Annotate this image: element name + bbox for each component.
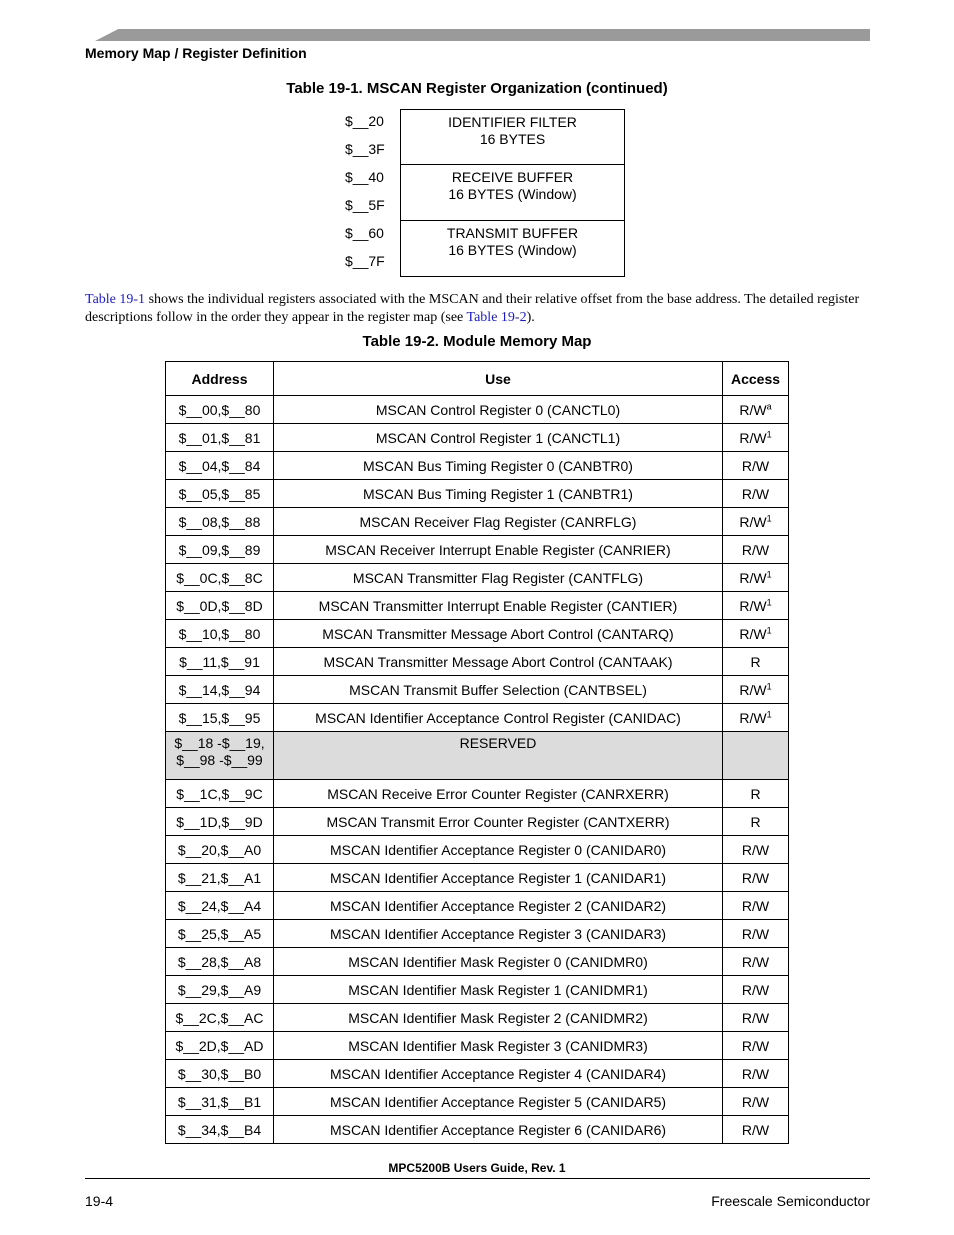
address-cell-text: $__24,$__A4: [177, 897, 262, 914]
use-cell: [274, 1116, 723, 1144]
access-cell: [723, 1032, 789, 1060]
address-cell: [166, 1032, 274, 1060]
table-19-2-link[interactable]: Table 19-2: [466, 310, 527, 325]
org-block-size: 16 BYTES (Window): [448, 242, 577, 258]
access-cell: [723, 676, 789, 704]
paragraph-text: shows the individual registers associated with the MSCAN and their relative offset from the base address. The detailed register descriptions follow in the order they appear in the register map (see: [85, 292, 860, 325]
address-cell-text: $__21,$__A1: [177, 869, 262, 886]
address-cell: [166, 508, 274, 536]
use-cell: [274, 424, 723, 452]
access-cell: [723, 864, 789, 892]
reserved-address-line1: $__18 -$__19,: [174, 735, 265, 751]
address-cell: [166, 780, 274, 808]
access-cell: [723, 592, 789, 620]
access-cell-text: R/W: [741, 1121, 770, 1138]
address-cell: [166, 948, 274, 976]
address-cell: [166, 1004, 274, 1032]
access-cell: [723, 892, 789, 920]
use-cell-text: MSCAN Identifier Acceptance Register 1 (CANIDAR1): [329, 869, 667, 886]
use-cell: [274, 920, 723, 948]
use-cell: [274, 1032, 723, 1060]
access-cell: [723, 396, 789, 424]
use-cell-text: MSCAN Control Register 0 (CANCTL0): [375, 401, 621, 418]
address-cell: [166, 864, 274, 892]
use-cell-text: MSCAN Identifier Acceptance Register 2 (CANIDAR2): [329, 897, 667, 914]
access-cell-text: R: [750, 785, 761, 802]
address-cell-text: $__34,$__B4: [177, 1121, 262, 1138]
address-cell: [166, 836, 274, 864]
address-cell: [166, 808, 274, 836]
use-cell: [274, 864, 723, 892]
table2-title: Table 19-2. Module Memory Map: [362, 333, 592, 350]
org-block-name: TRANSMIT BUFFER: [446, 225, 579, 241]
access-cell-text: R/W: [741, 1065, 770, 1082]
use-cell-text: MSCAN Identifier Acceptance Control Register (CANIDAC): [315, 709, 681, 726]
access-cell: [723, 780, 789, 808]
address-cell-text: $__01,$__81: [178, 429, 261, 446]
footnote-marker: a: [766, 400, 772, 411]
address-cell: [166, 976, 274, 1004]
footnote-marker: 1: [766, 680, 772, 691]
table-row: [166, 452, 789, 480]
page-number: 19-4: [85, 1193, 114, 1209]
reserved-access: [723, 732, 789, 780]
use-cell-text: MSCAN Transmitter Interrupt Enable Register (CANTIER): [318, 597, 678, 614]
access-cell: [723, 564, 789, 592]
use-cell-text: MSCAN Receiver Flag Register (CANRFLG): [359, 513, 637, 530]
table-row: [166, 1032, 789, 1060]
org-address-end: $__7F: [345, 253, 385, 269]
address-cell-text: $__29,$__A9: [177, 981, 262, 998]
table1-title: Table 19-1. MSCAN Register Organization (continued): [286, 80, 668, 97]
use-cell-text: MSCAN Transmitter Flag Register (CANTFLG): [352, 569, 644, 586]
address-cell-text: $__11,$__91: [179, 653, 260, 670]
org-row: [290, 221, 627, 277]
access-cell: [723, 1088, 789, 1116]
address-cell: [166, 480, 274, 508]
use-cell: [274, 676, 723, 704]
header-bar: [95, 29, 870, 41]
table-row: [166, 836, 789, 864]
address-cell-text: $__10,$__80: [178, 625, 261, 642]
table-body-continued: [166, 780, 789, 1144]
table-row: [166, 1004, 789, 1032]
table-row: [166, 1116, 789, 1144]
address-cell: [166, 676, 274, 704]
address-cell: [166, 424, 274, 452]
org-address-end: $__5F: [345, 197, 385, 213]
table-row: [166, 704, 789, 732]
org-address-start: $__20: [345, 113, 384, 129]
use-cell: [274, 480, 723, 508]
table-row: [166, 1060, 789, 1088]
footer-divider: [85, 1178, 870, 1179]
paragraph-text-end: ).: [526, 310, 535, 325]
access-cell-text: R/W: [739, 597, 767, 614]
use-cell: [274, 892, 723, 920]
address-cell-text: $__30,$__B0: [177, 1065, 262, 1082]
access-cell-text: R/W: [739, 513, 767, 530]
access-cell-text: R: [750, 653, 761, 670]
footnote-marker: 1: [766, 512, 772, 523]
use-cell-text: MSCAN Identifier Acceptance Register 6 (CANIDAR6): [329, 1121, 667, 1138]
table-header-row: [166, 362, 789, 396]
access-cell-text: R/W: [741, 1009, 770, 1026]
address-cell: [166, 892, 274, 920]
address-cell-text: $__1D,$__9D: [176, 813, 263, 830]
table-body: [166, 396, 789, 732]
address-cell-text: $__00,$__80: [178, 401, 261, 418]
use-cell-text: MSCAN Receive Error Counter Register (CANRXERR): [327, 785, 669, 802]
address-cell-text: $__0D,$__8D: [176, 597, 263, 614]
access-cell: [723, 948, 789, 976]
access-cell-text: R/W: [739, 625, 767, 642]
org-row: [290, 109, 627, 165]
use-cell-text: MSCAN Transmitter Message Abort Control (CANTARQ): [322, 625, 674, 642]
use-cell: [274, 836, 723, 864]
use-cell: [274, 648, 723, 676]
use-cell-text: MSCAN Identifier Acceptance Register 3 (CANIDAR3): [329, 925, 667, 942]
use-cell: [274, 564, 723, 592]
address-cell: [166, 564, 274, 592]
address-cell-text: $__04,$__84: [178, 457, 261, 474]
table-row: [166, 864, 789, 892]
org-block-size: 16 BYTES (Window): [448, 186, 577, 202]
address-cell-text: $__2D,$__AD: [175, 1037, 264, 1054]
use-cell-text: MSCAN Transmit Buffer Selection (CANTBSEL): [349, 681, 647, 698]
access-cell-text: R/W: [739, 401, 767, 418]
use-cell: [274, 452, 723, 480]
table-19-1-link[interactable]: Table 19-1: [85, 292, 146, 307]
use-cell-text: MSCAN Identifier Mask Register 2 (CANIDMR2): [348, 1009, 648, 1026]
address-cell-text: $__05,$__85: [178, 485, 261, 502]
access-cell: [723, 480, 789, 508]
table-row: [166, 1088, 789, 1116]
access-cell: [723, 836, 789, 864]
address-cell-text: $__20,$__A0: [177, 841, 262, 858]
use-cell-text: MSCAN Identifier Acceptance Register 0 (CANIDAR0): [329, 841, 667, 858]
address-cell: [166, 536, 274, 564]
table-row: [166, 508, 789, 536]
use-cell-text: MSCAN Identifier Acceptance Register 5 (CANIDAR5): [329, 1093, 667, 1110]
access-cell: [723, 620, 789, 648]
address-cell-text: $__31,$__B1: [177, 1093, 262, 1110]
use-cell-text: MSCAN Bus Timing Register 0 (CANBTR0): [363, 457, 633, 474]
use-cell-text: MSCAN Identifier Mask Register 3 (CANIDMR3): [348, 1037, 648, 1054]
table-row: [166, 536, 789, 564]
footer-document-title: MPC5200B Users Guide, Rev. 1: [388, 1161, 566, 1175]
use-cell-text: MSCAN Control Register 1 (CANCTL1): [375, 429, 621, 446]
table-row: [166, 976, 789, 1004]
use-cell-text: MSCAN Transmitter Message Abort Control (CANTAAK): [323, 653, 673, 670]
table-row: [166, 948, 789, 976]
org-block: [400, 221, 625, 277]
access-cell-text: R/W: [741, 1037, 770, 1054]
access-cell: [723, 1060, 789, 1088]
use-cell: [274, 396, 723, 424]
footnote-marker: 1: [766, 428, 772, 439]
access-cell: [723, 508, 789, 536]
access-cell: [723, 920, 789, 948]
use-cell: [274, 620, 723, 648]
footnote-marker: 1: [766, 568, 772, 579]
use-cell: [274, 780, 723, 808]
footnote-marker: 1: [766, 708, 772, 719]
access-cell-text: R/W: [741, 457, 770, 474]
table-row: [166, 592, 789, 620]
address-cell-text: $__08,$__88: [178, 513, 261, 530]
access-cell-text: R/W: [741, 1093, 770, 1110]
module-memory-map-table: [165, 361, 789, 1144]
access-cell-text: R/W: [739, 569, 767, 586]
access-cell: [723, 808, 789, 836]
use-cell-text: MSCAN Identifier Mask Register 0 (CANIDMR0): [348, 953, 648, 970]
org-address-start: $__40: [345, 169, 384, 185]
access-cell: [723, 1116, 789, 1144]
address-cell-text: $__28,$__A8: [177, 953, 262, 970]
org-block: [400, 109, 625, 165]
access-cell: [723, 1004, 789, 1032]
reserved-body: [166, 732, 789, 780]
table-row: [166, 620, 789, 648]
org-block-name: IDENTIFIER FILTER: [448, 114, 577, 130]
table-row: [166, 808, 789, 836]
org-block: [400, 165, 625, 221]
address-cell-text: $__25,$__A5: [177, 925, 262, 942]
org-row: [290, 165, 627, 221]
address-cell-text: $__0C,$__8C: [176, 569, 263, 586]
use-cell-text: MSCAN Receiver Interrupt Enable Register (CANRIER): [325, 541, 671, 558]
access-cell-text: R/W: [741, 981, 770, 998]
address-cell: [166, 452, 274, 480]
address-cell-text: $__09,$__89: [178, 541, 261, 558]
access-cell-text: R/W: [739, 709, 767, 726]
table-row: [166, 648, 789, 676]
access-cell-text: R: [750, 813, 761, 830]
access-cell-text: R/W: [741, 869, 770, 886]
org-address-start: $__60: [345, 225, 384, 241]
use-cell: [274, 808, 723, 836]
table-row: [166, 396, 789, 424]
table-row: [166, 920, 789, 948]
table-row: [166, 676, 789, 704]
address-cell: [166, 1060, 274, 1088]
address-cell: [166, 1088, 274, 1116]
access-cell-text: R/W: [739, 681, 767, 698]
access-cell: [723, 976, 789, 1004]
table-row: [166, 780, 789, 808]
use-cell: [274, 1004, 723, 1032]
access-cell-text: R/W: [741, 841, 770, 858]
use-cell-text: MSCAN Identifier Acceptance Register 4 (CANIDAR4): [329, 1065, 667, 1082]
table-row: [166, 892, 789, 920]
use-cell: [274, 1060, 723, 1088]
use-cell: [274, 704, 723, 732]
address-cell: [166, 620, 274, 648]
access-cell-text: R/W: [741, 925, 770, 942]
address-cell: [166, 396, 274, 424]
address-cell: [166, 1116, 274, 1144]
access-cell-text: R/W: [739, 429, 767, 446]
address-cell-text: $__2C,$__AC: [175, 1009, 264, 1026]
org-address-end: $__3F: [345, 141, 385, 157]
header-address: Address: [166, 362, 274, 396]
company-name: Freescale Semiconductor: [711, 1193, 870, 1209]
access-cell: [723, 704, 789, 732]
reserved-address-line2: $__98 -$__99: [176, 752, 263, 768]
footnote-marker: 1: [766, 624, 772, 635]
address-cell: [166, 920, 274, 948]
access-cell: [723, 424, 789, 452]
use-cell-text: MSCAN Identifier Mask Register 1 (CANIDMR1): [348, 981, 648, 998]
section-header: Memory Map / Register Definition: [85, 45, 307, 61]
access-cell: [723, 536, 789, 564]
address-cell-text: $__14,$__94: [178, 681, 261, 698]
address-cell-text: $__15,$__95: [178, 709, 261, 726]
address-cell: [166, 704, 274, 732]
footnote-marker: 1: [766, 596, 772, 607]
use-cell-text: MSCAN Transmit Error Counter Register (CANTXERR): [326, 813, 670, 830]
access-cell-text: R/W: [741, 485, 770, 502]
access-cell-text: R/W: [741, 953, 770, 970]
use-cell: [274, 976, 723, 1004]
use-cell: [274, 536, 723, 564]
table-row: [166, 480, 789, 508]
use-cell: [274, 508, 723, 536]
access-cell: [723, 452, 789, 480]
org-block-size: 16 BYTES: [479, 131, 546, 147]
description-paragraph: [85, 291, 875, 327]
use-cell: [274, 592, 723, 620]
use-cell: [274, 948, 723, 976]
use-cell: [274, 1088, 723, 1116]
access-cell-text: R/W: [741, 541, 770, 558]
access-cell-text: R/W: [741, 897, 770, 914]
reserved-row: [166, 732, 789, 780]
use-cell-text: MSCAN Bus Timing Register 1 (CANBTR1): [363, 485, 633, 502]
address-cell: [166, 648, 274, 676]
org-block-name: RECEIVE BUFFER: [451, 169, 574, 185]
table-row: [166, 564, 789, 592]
reserved-use: RESERVED: [274, 732, 723, 780]
header-use: Use: [274, 362, 723, 396]
access-cell: [723, 648, 789, 676]
header-access: Access: [723, 362, 789, 396]
address-cell-text: $__1C,$__9C: [176, 785, 263, 802]
table-row: [166, 424, 789, 452]
address-cell: [166, 592, 274, 620]
reserved-address: [166, 732, 274, 780]
